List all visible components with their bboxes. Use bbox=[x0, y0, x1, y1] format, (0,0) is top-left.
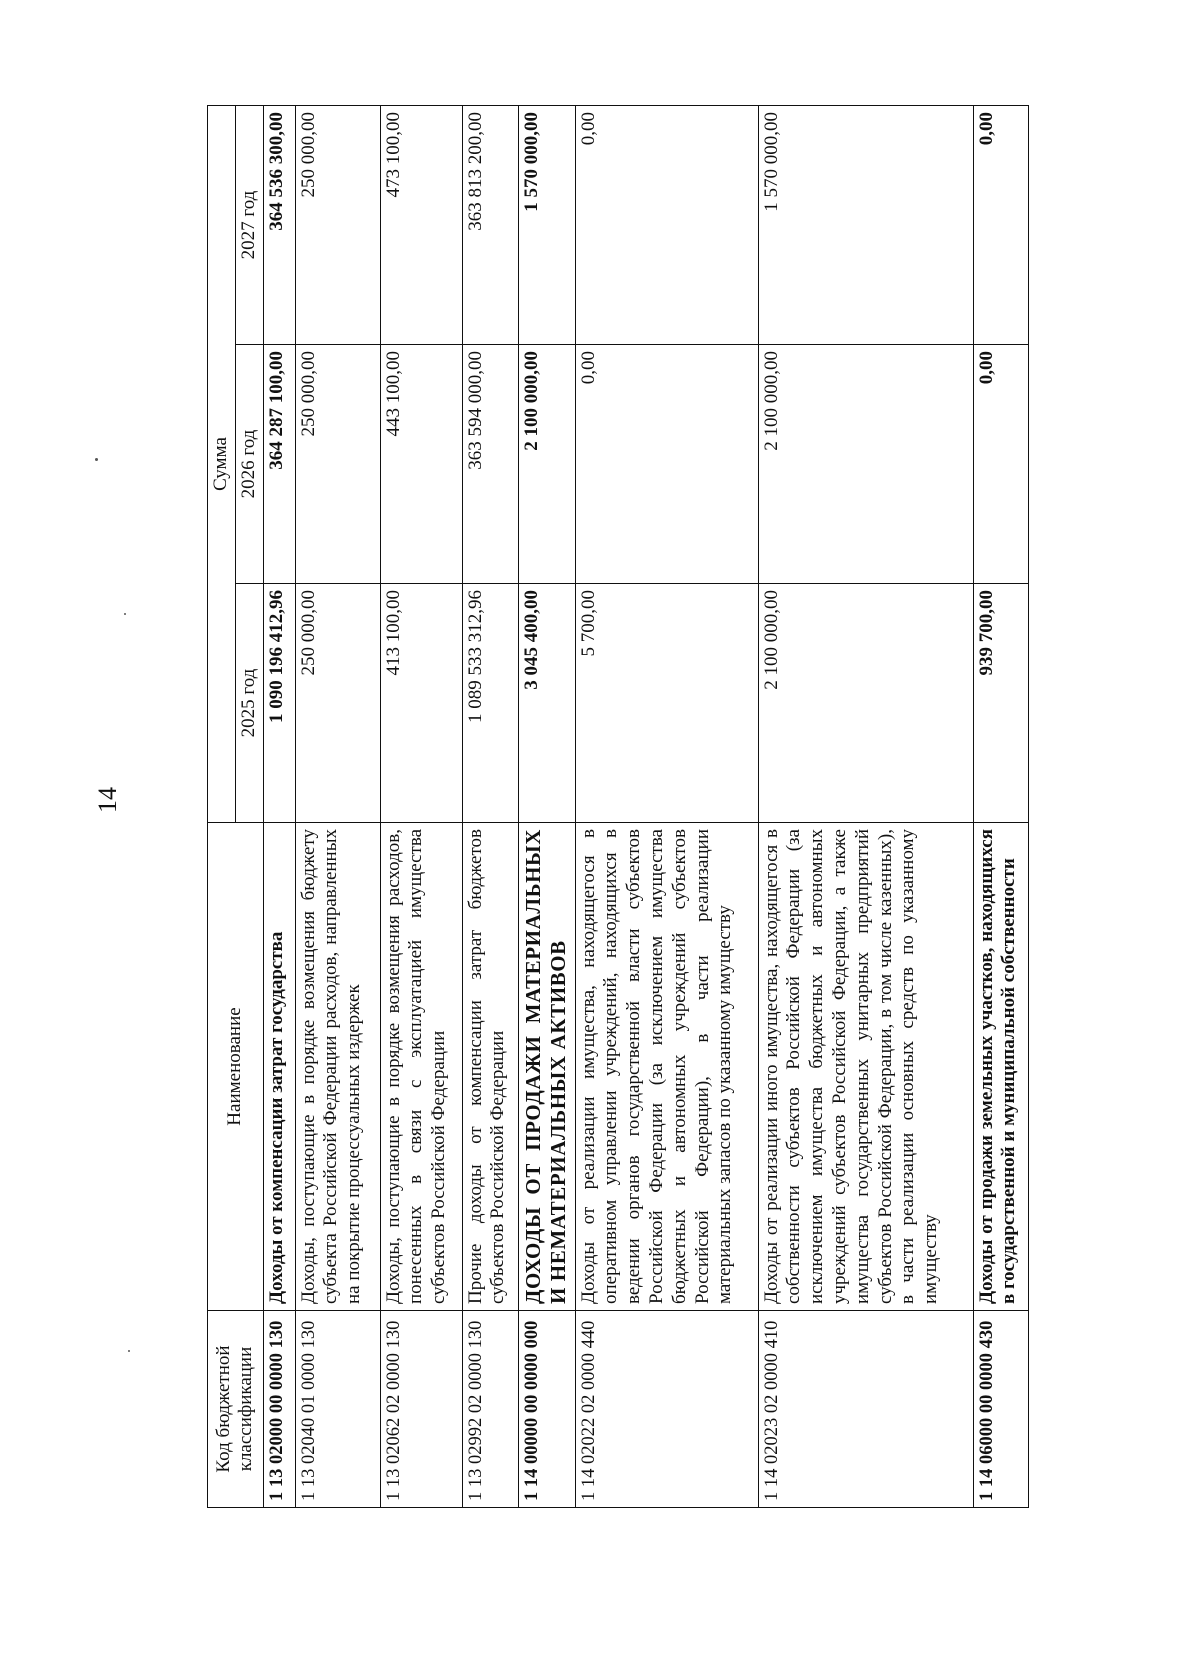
header-name: Наименование bbox=[208, 823, 264, 1311]
row-value-2026: 250 000,00 bbox=[295, 345, 380, 584]
row-value-2027: 250 000,00 bbox=[295, 105, 380, 344]
row-value-2026: 0,00 bbox=[575, 345, 758, 584]
row-value-2026: 2 100 000,00 bbox=[758, 345, 973, 584]
row-value-2025: 3 045 400,00 bbox=[518, 584, 575, 823]
row-value-2027: 0,00 bbox=[973, 105, 1028, 344]
row-code: 1 14 02023 02 0000 410 bbox=[758, 1311, 973, 1508]
table-row bbox=[518, 105, 575, 1507]
row-value-2026: 0,00 bbox=[973, 345, 1028, 584]
table-row bbox=[380, 105, 462, 1507]
row-name: Доходы от реализации имущества, находящегося в оперативном управлении учреждений, находящихся в ведении органов государственной власти субъектов Российской Федерации (за исключением имущества бюджетных и автономных учреждений субъектов Российской Федерации), в части реализации материальных запасов по указанному имуществу bbox=[575, 823, 758, 1311]
row-value-2027: 473 100,00 bbox=[380, 105, 462, 344]
row-name: Доходы от реализации иного имущества, находящегося в собственности субъектов Российской Федерации (за исключением имущества бюджетных и автономных учреждений субъектов Российской Федерации, а также имущества государственных унитарных предприятий субъектов Российской Федерации, в том числе казенных), в части реализации основных средств по указанному имуществу bbox=[758, 823, 973, 1311]
row-value-2025: 5 700,00 bbox=[575, 584, 758, 823]
row-name: Доходы от компенсации затрат государства bbox=[263, 823, 295, 1311]
row-name: Доходы, поступающие в порядке возмещения расходов, понесенных в связи с эксплуатацией имущества субъектов Российской Федерации bbox=[380, 823, 462, 1311]
row-code: 1 13 02040 01 0000 130 bbox=[295, 1311, 380, 1508]
row-value-2026: 363 594 000,00 bbox=[462, 345, 518, 584]
row-value-2026: 364 287 100,00 bbox=[263, 345, 295, 584]
row-value-2025: 1 090 196 412,96 bbox=[263, 584, 295, 823]
row-value-2025: 939 700,00 bbox=[973, 584, 1028, 823]
row-name: Прочие доходы от компенсации затрат бюджетов субъектов Российской Федерации bbox=[462, 823, 518, 1311]
table-row bbox=[263, 105, 295, 1507]
row-code: 1 13 02992 02 0000 130 bbox=[462, 1311, 518, 1508]
table-row bbox=[973, 105, 1028, 1507]
scan-speck bbox=[128, 1350, 130, 1352]
row-value-2026: 2 100 000,00 bbox=[518, 345, 575, 584]
row-code: 1 14 00000 00 0000 000 bbox=[518, 1311, 575, 1508]
rotated-table-container bbox=[207, 106, 1020, 1508]
row-code: 1 14 02022 02 0000 440 bbox=[575, 1311, 758, 1508]
header-year-2025: 2025 год bbox=[235, 584, 263, 823]
row-code: 1 13 02062 02 0000 130 bbox=[380, 1311, 462, 1508]
row-value-2025: 413 100,00 bbox=[380, 584, 462, 823]
row-value-2026: 443 100,00 bbox=[380, 345, 462, 584]
row-value-2027: 364 536 300,00 bbox=[263, 105, 295, 344]
table-row bbox=[758, 105, 973, 1507]
row-value-2025: 2 100 000,00 bbox=[758, 584, 973, 823]
header-year-2027: 2027 год bbox=[235, 105, 263, 344]
table-row bbox=[575, 105, 758, 1507]
row-name: Доходы от продажи земельных участков, находящихся в государственной и муниципальной собственности bbox=[973, 823, 1028, 1311]
row-value-2027: 1 570 000,00 bbox=[758, 105, 973, 344]
header-year-2026: 2026 год bbox=[235, 345, 263, 584]
row-code: 1 14 06000 00 0000 430 bbox=[973, 1311, 1028, 1508]
header-code: Код бюджетной классификации bbox=[208, 1311, 264, 1508]
row-value-2025: 1 089 533 312,96 bbox=[462, 584, 518, 823]
row-value-2027: 363 813 200,00 bbox=[462, 105, 518, 344]
row-value-2025: 250 000,00 bbox=[295, 584, 380, 823]
row-code: 1 13 02000 00 0000 130 bbox=[263, 1311, 295, 1508]
page-number: 14 bbox=[93, 787, 122, 813]
row-value-2027: 1 570 000,00 bbox=[518, 105, 575, 344]
row-name: ДОХОДЫ ОТ ПРОДАЖИ МАТЕРИАЛЬНЫХ И НЕМАТЕРИАЛЬНЫХ АКТИВОВ bbox=[518, 823, 575, 1311]
row-name: Доходы, поступающие в порядке возмещения бюджету субъекта Российской Федерации расходов, направленных на покрытие процессуальных издержек bbox=[295, 823, 380, 1311]
header-sum: Сумма bbox=[208, 105, 236, 822]
row-value-2027: 0,00 bbox=[575, 105, 758, 344]
scan-speck bbox=[95, 458, 98, 461]
scan-speck bbox=[124, 613, 126, 615]
revenue-table bbox=[207, 105, 1029, 1508]
table-row bbox=[295, 105, 380, 1507]
table-row bbox=[462, 105, 518, 1507]
